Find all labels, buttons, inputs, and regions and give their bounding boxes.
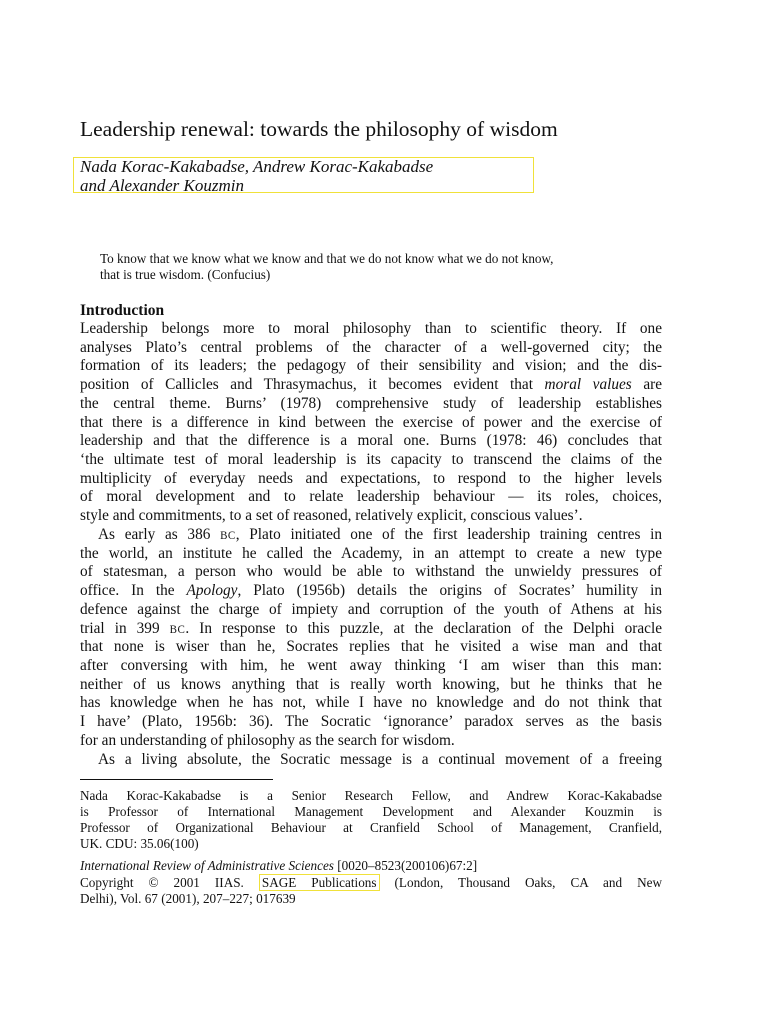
body-text — [80, 320, 662, 769]
authors-line-1: Nada Korac-Kakabadse, Andrew Korac-Kakabadse — [80, 157, 434, 176]
epigraph-quote — [100, 251, 662, 283]
journal-citation — [80, 858, 662, 908]
emphasis-moral-values: moral values — [544, 376, 632, 394]
text-line: As a living absolute, the Socratic message is a continual movement of a freeing — [98, 750, 662, 768]
footnote-line: Professor of Organizational Behaviour at Cranfield School of Management, Cranfield, — [80, 820, 662, 835]
text-line: the world, an institute he called the Academy, in an attempt to create a new type — [80, 544, 662, 562]
text-line: has knowledge when he has not, while I have no knowledge and do not think that — [80, 694, 662, 712]
text-line: position of Callicles and Thrasymachus, it becomes evident that moral values are — [80, 376, 662, 394]
epigraph-line-1: To know that we know what we know and that we do not know what we do not know, — [100, 251, 554, 266]
text-line: style and commitments, to a set of reasoned, relatively explicit, conscious values’. — [80, 507, 583, 525]
footnote-line: Nada Korac-Kakabadse is a Senior Research Fellow, and Andrew Korac-Kakabadse — [80, 788, 662, 803]
text-line: ‘the ultimate test of moral leadership is its capacity to transcend the claims of the — [80, 451, 662, 469]
footnote-line: UK. CDU: 35.06(100) — [80, 836, 199, 851]
text-line: that there is a difference in kind between the exercise of power and the exercise of — [80, 413, 662, 431]
author-footnote — [80, 788, 662, 852]
text-line: As early as 386 BC, Plato initiated one of the first leadership training centres in — [98, 525, 662, 543]
citation-line: Copyright © 2001 IIAS. SAGE Publications (London, Thousand Oaks, CA and New — [80, 874, 662, 890]
text-line: of statesman, a person who would be able to withstand the unwieldy pressures of — [80, 563, 662, 581]
text-line: Leadership belongs more to moral philosophy than to scientific theory. If one — [80, 320, 662, 337]
text-line: leadership and that the difference is a moral one. Burns (1978: 46) concludes that — [80, 432, 662, 450]
text-line: for an understanding of philosophy as the search for wisdom. — [80, 731, 455, 749]
author-list[interactable] — [73, 157, 534, 193]
text-line: defence against the charge of impiety and corruption of the youth of Athens at his — [80, 600, 662, 618]
publisher-link[interactable]: SAGE Publications — [259, 874, 380, 891]
text-line: multiplicity of everyday needs and expectations, to respond to the higher levels — [80, 469, 662, 487]
text-line: the central theme. Burns’ (1978) comprehensive study of leadership establishes — [80, 394, 662, 412]
citation-line: International Review of Administrative Sciences [0020–8523(200106)67:2] — [80, 858, 478, 873]
text-line: neither of us knows anything that is really worth knowing, but he thinks that he — [80, 675, 662, 693]
emphasis-apology: Apology — [186, 582, 238, 600]
citation-line: Delhi), Vol. 67 (2001), 207–227; 017639 — [80, 891, 296, 906]
text-line: office. In the Apology, Plato (1956b) details the origins of Socrates’ humility in — [80, 582, 662, 600]
authors-line-2: and Alexander Kouzmin — [80, 175, 245, 195]
article-title: Leadership renewal: towards the philosophy of wisdom — [80, 117, 558, 141]
text-line: after conversing with him, he went away thinking ‘I am wiser than this man: — [80, 656, 662, 674]
text-line: analyses Plato’s central problems of the character of a well-governed city; the — [80, 338, 662, 356]
text-line: trial in 399 BC. In response to this puzzle, at the declaration of the Delphi oracle — [80, 619, 662, 637]
footnote-line: is Professor of International Management Development and Alexander Kouzmin is — [80, 804, 662, 819]
section-heading: Introduction — [80, 302, 165, 319]
footnote-divider — [80, 779, 273, 780]
epigraph-line-2: that is true wisdom. (Confucius) — [100, 267, 271, 282]
text-line: formation of its leaders; the pedagogy of their sensibility and vision; and the dis- — [80, 357, 662, 375]
text-line: of moral development and to relate leadership behaviour — its roles, choices, — [80, 488, 662, 506]
text-line: I have’ (Plato, 1956b: 36). The Socratic ‘ignorance’ paradox serves as the basis — [80, 713, 662, 731]
journal-name: International Review of Administrative Sciences — [80, 858, 334, 873]
text-line: that none is wiser than he, Socrates replies that he visited a wise man and that — [80, 638, 662, 656]
